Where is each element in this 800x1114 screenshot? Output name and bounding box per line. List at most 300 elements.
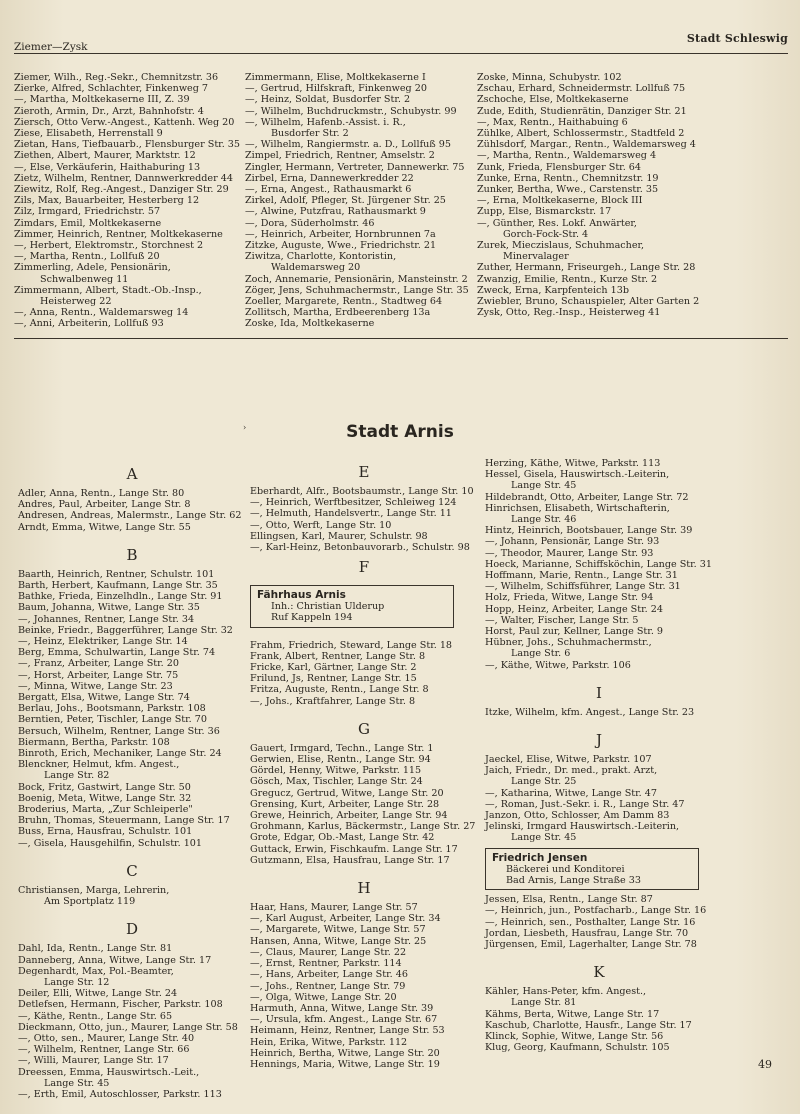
entry-line: Zollitsch, Martha, Erdbeerenberg 13a	[245, 307, 431, 319]
directory-entry	[245, 72, 469, 83]
entry-line: Zirbel, Erna, Dannewerkredder 22	[245, 172, 414, 184]
directory-entry	[18, 726, 246, 737]
entry-line: Zimdars, Emil, Moltkekaserne	[14, 217, 162, 229]
entry-line: Barth, Herbert, Kaufmann, Lange Str. 35	[18, 580, 218, 592]
entry-line: Kaschub, Charlotte, Hausfr., Lange Str. 17	[485, 1019, 692, 1031]
entry-line: Heinrich, Bertha, Witwe, Lange Str. 20	[250, 1047, 440, 1059]
directory-entry	[14, 251, 240, 262]
entry-line: Fritza, Auguste, Rentn., Lange Str. 8	[250, 684, 429, 696]
ad-faehrhaus-arnis	[250, 585, 454, 627]
entry-line: Ziese, Elisabeth, Herrenstall 9	[14, 128, 163, 140]
directory-entry	[18, 1067, 246, 1089]
directory-entry	[485, 581, 713, 592]
entry-line: —, Willi, Maurer, Lange Str. 17	[18, 1055, 169, 1067]
directory-entry	[245, 318, 469, 329]
entry-line: —, Karl August, Arbeiter, Lange Str. 34	[250, 913, 441, 925]
entry-line: —, Erna, Moltkekaserne, Block III	[477, 195, 643, 207]
letter-heading-i: I	[596, 683, 602, 702]
entry-line: Buss, Erna, Hausfrau, Schulstr. 101	[18, 826, 193, 838]
entry-line: Zschoche, Else, Moltkekaserne	[477, 94, 629, 106]
directory-entry	[250, 1048, 478, 1059]
entry-line: Zimpel, Friedrich, Rentner, Amselstr. 2	[245, 150, 435, 162]
entry-continuation: Gorch-Fock-Str. 4	[503, 228, 589, 240]
directory-entry	[18, 737, 246, 748]
directory-entry	[477, 262, 699, 273]
directory-entry	[250, 1025, 478, 1036]
entry-line: Detlefsen, Hermann, Fischer, Parkstr. 108	[18, 999, 223, 1011]
entry-line: —, Ernst, Rentner, Parkstr. 114	[250, 958, 402, 970]
directory-entry	[250, 981, 478, 992]
entry-line: Kähms, Berta, Witwe, Lange Str. 17	[485, 1008, 660, 1020]
entry-line: Gutzmann, Elsa, Hausfrau, Lange Str. 17	[250, 854, 450, 866]
directory-entry	[18, 838, 246, 849]
directory-entry	[18, 647, 246, 658]
entry-line: Kähler, Hans-Peter, kfm. Angest.,	[485, 986, 647, 998]
directory-entry	[245, 218, 469, 229]
entry-line: Jessen, Elsa, Rentn., Lange Str. 87	[485, 894, 653, 906]
directory-entry	[18, 793, 246, 804]
entry-continuation: Minervalager	[503, 251, 569, 263]
entry-line: Bathke, Frieda, Einzelhdln., Lange Str. 91	[18, 591, 223, 603]
directory-entry	[485, 525, 713, 536]
directory-entry	[485, 810, 713, 821]
entry-line: —, Johannes, Rentner, Lange Str. 34	[18, 613, 195, 625]
entry-line: —, Heinrich, Arbeiter, Hornbrunnen 7a	[245, 228, 436, 240]
entry-line: —, Wilhelm, Buchdruckmstr., Schubystr. 99	[245, 105, 457, 117]
directory-entry	[250, 821, 478, 832]
entry-line: Zietz, Wilhelm, Rentner, Dannwerkredder 44	[14, 172, 233, 184]
top-column-2	[245, 72, 469, 330]
entry-line: —, Margarete, Witwe, Lange Str. 57	[250, 924, 426, 936]
entry-line: Dahl, Ida, Rentn., Lange Str. 81	[18, 943, 173, 955]
directory-entry	[18, 591, 246, 602]
top-column-1	[14, 72, 240, 330]
directory-entry	[477, 128, 699, 139]
directory-entry	[14, 139, 240, 150]
entry-continuation: Waldemarsweg 20	[271, 262, 361, 274]
directory-entry	[18, 804, 246, 815]
directory-entry	[477, 240, 699, 262]
letter-heading-f: F	[358, 558, 370, 577]
entry-line: Jaeckel, Elise, Witwe, Parkstr. 107	[485, 754, 652, 766]
entry-continuation: Lange Str. 25	[511, 776, 577, 788]
entry-continuation: Lange Str. 81	[511, 997, 577, 1009]
directory-entry	[250, 788, 478, 799]
entry-line: Zurek, Mieczislaus, Schuhmacher,	[477, 240, 645, 252]
entry-line: Zilz, Irmgard, Friedrichstr. 57	[14, 206, 161, 218]
entry-line: Zoeller, Margarete, Rentn., Stadtweg 64	[245, 296, 443, 308]
entry-line: Grote, Edgar, Ob.-Mast, Lange Str. 42	[250, 832, 435, 844]
entry-line: —, Heinz, Soldat, Busdorfer Str. 2	[245, 94, 411, 106]
entry-line: —, Karl-Heinz, Betonbauvorarb., Schulstr. 98	[250, 542, 470, 554]
directory-entry	[250, 520, 478, 531]
directory-entry	[250, 799, 478, 810]
entry-line: Hübner, Johs., Schuhmachermstr.,	[485, 637, 652, 649]
directory-entry	[245, 162, 469, 173]
entry-line: —, Otto, sen., Maurer, Lange Str. 40	[18, 1032, 195, 1044]
directory-entry	[250, 651, 478, 662]
header-rule	[14, 53, 788, 54]
entry-line: —, Theodor, Maurer, Lange Str. 93	[485, 547, 654, 559]
entry-line: —, Käthe, Witwe, Parkstr. 106	[485, 659, 631, 671]
directory-entry	[485, 894, 713, 905]
directory-entry	[250, 902, 478, 913]
directory-entry	[18, 499, 246, 510]
entry-line: Grewe, Heinrich, Arbeiter, Lange Str. 94	[250, 810, 448, 822]
letter-heading-a: A	[126, 465, 138, 483]
entry-line: —, Walter, Fischer, Lange Str. 5	[485, 614, 639, 626]
directory-entry	[14, 72, 240, 83]
directory-entry	[245, 240, 469, 251]
directory-entry	[14, 195, 240, 206]
entry-line: —, Else, Verkäuferin, Haithaburing 13	[14, 161, 201, 173]
entry-line: —, Gisela, Hausgehilfin, Schulstr. 101	[18, 837, 203, 849]
directory-entry	[14, 162, 240, 173]
directory-entry	[245, 83, 469, 94]
entry-line: Jelinski, Irmgard Hauswirtsch.-Leiterin,	[485, 821, 680, 833]
directory-entry	[250, 1037, 478, 1048]
directory-entry	[14, 128, 240, 139]
directory-entry	[485, 615, 713, 626]
directory-entry	[14, 117, 240, 128]
directory-entry	[245, 173, 469, 184]
directory-entry	[14, 83, 240, 94]
entry-line: —, Martha, Rentn., Lollfuß 20	[14, 251, 160, 263]
entry-line: Zschau, Erhard, Schneidermstr. Lollfuß 75	[477, 83, 686, 95]
entry-line: Danneberg, Anna, Witwe, Lange Str. 17	[18, 954, 212, 966]
directory-entry	[485, 492, 713, 503]
entry-line: Zoske, Minna, Schubystr. 102	[477, 72, 622, 83]
directory-entry	[485, 548, 713, 559]
entry-line: Ziwitza, Charlotte, Kontoristin,	[245, 251, 397, 263]
letter-heading-c: C	[126, 861, 138, 880]
entry-line: Grohmann, Karlus, Bäckermstr., Lange Str. 27	[250, 821, 476, 833]
entry-line: Hildebrandt, Otto, Arbeiter, Lange Str. 72	[485, 491, 689, 503]
entry-line: Berntien, Peter, Tischler, Lange Str. 70	[18, 714, 207, 726]
directory-entry	[18, 580, 246, 591]
entry-line: —, Wilhelm, Schiffsführer, Lange Str. 31	[485, 581, 681, 593]
directory-entry	[250, 542, 478, 553]
entry-line: —, Johs., Rentner, Lange Str. 79	[250, 980, 406, 992]
entry-line: —, Anni, Arbeiterin, Lollfuß 93	[14, 318, 164, 330]
entry-line: —, Otto, Werft, Lange Str. 10	[250, 519, 392, 531]
directory-entry	[485, 707, 713, 718]
directory-entry	[250, 844, 478, 855]
directory-entry	[18, 759, 246, 781]
entry-line: —, Helmuth, Handelsvertr., Lange Str. 11	[250, 508, 452, 520]
directory-entry	[250, 684, 478, 695]
entry-line: Zude, Edith, Studienrätin, Danziger Str. 21	[477, 105, 687, 117]
entry-line: —, Dora, Süderholmstr. 46	[245, 217, 375, 229]
entry-line: Berlau, Johs., Bootsmann, Parkstr. 108	[18, 703, 206, 715]
tick-mark: ›	[243, 423, 247, 432]
directory-entry	[250, 810, 478, 821]
directory-entry	[485, 788, 713, 799]
directory-entry	[485, 1009, 713, 1020]
directory-entry	[477, 218, 699, 240]
section-rule	[14, 338, 788, 339]
page-number: 49	[758, 1058, 772, 1071]
ad-line: Bad Arnis, Lange Straße 33	[506, 874, 641, 886]
entry-line: Hansen, Anna, Witwe, Lange Str. 25	[250, 935, 427, 947]
entry-line: Zils, Max, Bauarbeiter, Hesterberg 12	[14, 195, 200, 207]
entry-line: Hessel, Gisela, Hauswirtsch.-Leiterin,	[485, 469, 670, 481]
directory-entry	[477, 106, 699, 117]
directory-entry	[18, 815, 246, 826]
directory-entry	[485, 570, 713, 581]
directory-entry	[18, 522, 246, 533]
entry-line: Zwiebler, Bruno, Schauspieler, Alter Garten 2	[477, 296, 700, 308]
arnis-column-2	[250, 458, 478, 1070]
entry-line: Hoeck, Marianne, Schiffsköchin, Lange Str. 31	[485, 558, 712, 570]
entry-continuation: Heisterweg 22	[40, 296, 112, 308]
entry-line: —, Wilhelm, Hafenb.-Assist. i. R.,	[245, 116, 406, 128]
entry-line: Adler, Anna, Rentn., Lange Str. 80	[18, 488, 185, 499]
entry-line: Eberhardt, Alfr., Bootsbaumstr., Lange Str. 10	[250, 486, 474, 497]
entry-line: —, Alwine, Putzfrau, Rathausmarkt 9	[245, 206, 426, 218]
directory-entry	[250, 531, 478, 542]
directory-entry	[250, 992, 478, 1003]
entry-line: Frank, Albert, Rentner, Lange Str. 8	[250, 650, 426, 662]
directory-entry	[245, 184, 469, 195]
directory-entry	[14, 106, 240, 117]
entry-line: Zunker, Bertha, Wwe., Carstenstr. 35	[477, 184, 659, 196]
entry-line: Biermann, Bertha, Parkstr. 108	[18, 736, 170, 748]
directory-entry	[485, 821, 713, 843]
entry-line: Gördel, Henny, Witwe, Parkstr. 115	[250, 765, 422, 777]
entry-line: —, Heinrich, Werftbesitzer, Schleiweg 124	[250, 497, 457, 509]
directory-entry	[485, 905, 713, 916]
directory-entry	[245, 229, 469, 240]
directory-entry	[485, 1031, 713, 1042]
directory-entry	[485, 799, 713, 810]
letter-heading-b: B	[126, 545, 138, 564]
entry-line: Bruhn, Thomas, Steuermann, Lange Str. 17	[18, 815, 230, 827]
letter-heading-d: D	[125, 920, 139, 939]
entry-line: Degenhardt, Max, Pol.-Beamter,	[18, 965, 174, 977]
entry-line: Zuther, Hermann, Friseurgeh., Lange Str. 28	[477, 262, 696, 274]
directory-entry	[250, 640, 478, 651]
directory-entry	[245, 195, 469, 206]
directory-entry	[485, 939, 713, 950]
entry-line: Hennings, Maria, Witwe, Lange Str. 19	[250, 1058, 440, 1070]
directory-entry	[485, 765, 713, 787]
directory-entry	[18, 1022, 246, 1033]
entry-line: —, Käthe, Rentn., Lange Str. 65	[18, 1010, 173, 1022]
directory-entry	[18, 999, 246, 1010]
arnis-column-3	[485, 458, 713, 1053]
directory-entry	[14, 206, 240, 217]
directory-entry	[250, 662, 478, 673]
directory-entry	[245, 117, 469, 139]
entry-line: —, Wilhelm, Rangiermstr. a. D., Lollfuß 95	[245, 139, 451, 151]
directory-entry	[245, 296, 469, 307]
entry-line: Arndt, Emma, Witwe, Lange Str. 55	[18, 521, 191, 533]
ad-line: Bäckerei und Konditorei	[506, 863, 625, 875]
entry-line: Zimmer, Heinrich, Rentner, Moltkekaserne	[14, 228, 223, 240]
entry-line: Gerwien, Elise, Rentn., Lange Str. 94	[250, 754, 431, 766]
directory-entry	[485, 503, 713, 525]
directory-entry	[250, 936, 478, 947]
directory-entry	[14, 318, 240, 329]
entry-line: —, Heinz, Elektriker, Lange Str. 14	[18, 636, 188, 648]
entry-line: —, Günther, Res. Lokf. Anwärter,	[477, 217, 637, 229]
directory-entry	[18, 614, 246, 625]
entry-line: Zimmerling, Adele, Pensionärin,	[14, 262, 171, 274]
directory-entry	[477, 184, 699, 195]
entry-continuation: Lange Str. 82	[44, 770, 110, 782]
entry-line: Hoffmann, Marie, Rentn., Lange Str. 31	[485, 570, 678, 582]
directory-entry	[477, 206, 699, 217]
directory-entry	[14, 240, 240, 251]
entry-line: Dreessen, Emma, Hauswirtsch.-Leit.,	[18, 1066, 200, 1078]
entry-line: —, Johs., Kraftfahrer, Lange Str. 8	[250, 695, 416, 707]
directory-entry	[485, 592, 713, 603]
directory-entry	[18, 1044, 246, 1055]
directory-entry	[477, 274, 699, 285]
directory-entry	[477, 162, 699, 173]
directory-entry	[485, 660, 713, 671]
entry-line: Zwanzig, Emilie, Rentn., Kurze Str. 2	[477, 273, 658, 285]
entry-line: Frilund, Js, Rentner, Lange Str. 15	[250, 673, 417, 685]
directory-entry	[250, 947, 478, 958]
entry-line: —, Claus, Maurer, Lange Str. 22	[250, 946, 407, 958]
directory-entry	[245, 206, 469, 217]
entry-line: —, Erth, Emil, Autoschlosser, Parkstr. 113	[18, 1088, 222, 1100]
entry-line: Zysk, Otto, Reg.-Insp., Heisterweg 41	[477, 307, 661, 319]
entry-line: Binroth, Erich, Mechaniker, Lange Str. 24	[18, 748, 222, 760]
letter-heading-e: E	[358, 463, 370, 481]
entry-line: Ziemer, Wilh., Reg.-Sekr., Chemnitzstr. 36	[14, 72, 219, 83]
directory-entry	[18, 569, 246, 580]
entry-line: Fricke, Karl, Gärtner, Lange Str. 2	[250, 662, 417, 674]
directory-entry	[245, 106, 469, 117]
entry-line: —, Roman, Just.-Sekr. i. R., Lange Str. 47	[485, 798, 685, 810]
directory-entry	[250, 776, 478, 787]
entry-line: Zierke, Alfred, Schlachter, Finkenweg 7	[14, 83, 209, 95]
entry-line: —, Wilhelm, Rentner, Lange Str. 66	[18, 1044, 190, 1056]
entry-line: Boenig, Meta, Witwe, Lange Str. 32	[18, 792, 192, 804]
entry-line: Christiansen, Marga, Lehrerin,	[18, 884, 170, 896]
directory-entry	[18, 488, 246, 499]
entry-line: Klug, Georg, Kaufmann, Schulstr. 105	[485, 1042, 670, 1054]
entry-line: —, Heinrich, jun., Postfacharb., Lange Str. 16	[485, 905, 707, 917]
directory-entry	[485, 559, 713, 570]
entry-continuation: Lange Str. 6	[511, 648, 571, 660]
directory-entry	[250, 497, 478, 508]
entry-line: Berg, Emma, Schulwartin, Lange Str. 74	[18, 647, 216, 659]
entry-line: —, Herbert, Elektromstr., Storchnest 2	[14, 240, 204, 252]
directory-entry	[14, 184, 240, 195]
directory-entry	[250, 508, 478, 519]
directory-entry	[18, 748, 246, 759]
directory-entry	[477, 150, 699, 161]
directory-entry	[14, 285, 240, 307]
entry-line: —, Olga, Witwe, Lange Str. 20	[250, 991, 397, 1003]
directory-entry	[477, 117, 699, 128]
header-town: Stadt Schleswig	[686, 32, 788, 45]
entry-line: Zieroth, Armin, Dr., Arzt, Bahnhofstr. 4	[14, 105, 204, 117]
directory-entry	[485, 626, 713, 637]
entry-line: Zietan, Hans, Tiefbauarb., Flensburger Str. 35	[14, 139, 241, 151]
entry-line: Zimmermann, Elise, Moltkekaserne I	[245, 72, 426, 83]
entry-line: Gauert, Irmgard, Techn., Lange Str. 1	[250, 742, 434, 754]
entry-continuation: Lange Str. 12	[44, 976, 110, 988]
entry-continuation: Schwalbenweg 11	[40, 273, 129, 285]
entry-line: Klinck, Sophie, Witwe, Lange Str. 56	[485, 1030, 664, 1042]
directory-entry	[477, 94, 699, 105]
entry-line: Blenckner, Helmut, kfm. Angest.,	[18, 759, 180, 771]
entry-line: —, Anna, Rentn., Waldemarsweg 14	[14, 307, 189, 319]
directory-entry	[245, 94, 469, 105]
directory-entry	[250, 832, 478, 843]
entry-line: Baarth, Heinrich, Rentner, Schulstr. 101	[18, 568, 215, 580]
directory-entry	[18, 636, 246, 647]
top-column-3	[477, 72, 699, 318]
directory-entry	[250, 754, 478, 765]
entry-line: Jürgensen, Emil, Lagerhalter, Lange Str. 78	[485, 938, 697, 950]
entry-line: Hein, Erika, Witwe, Parkstr. 112	[250, 1036, 408, 1048]
entry-line: Zühlsdorf, Margar., Rentn., Waldemarsweg 4	[477, 139, 696, 151]
entry-line: Herzing, Käthe, Witwe, Parkstr. 113	[485, 458, 661, 469]
entry-line: —, Heinrich, sen., Posthalter, Lange Str. 16	[485, 916, 696, 928]
directory-entry	[485, 604, 713, 615]
entry-continuation: Lange Str. 45	[511, 480, 577, 492]
directory-entry	[485, 754, 713, 765]
entry-continuation: Lange Str. 46	[511, 514, 577, 526]
entry-line: —, Johann, Pensionär, Lange Str. 93	[485, 536, 660, 548]
directory-entry	[250, 969, 478, 980]
directory-entry	[485, 536, 713, 547]
letter-heading-g: G	[358, 719, 370, 738]
directory-entry	[477, 285, 699, 296]
directory-entry	[477, 307, 699, 318]
directory-entry	[485, 469, 713, 491]
entry-line: Bock, Fritz, Gastwirt, Lange Str. 50	[18, 781, 191, 793]
directory-entry	[485, 986, 713, 1008]
entry-line: Holz, Frieda, Witwe, Lange Str. 94	[485, 592, 654, 604]
directory-entry	[477, 139, 699, 150]
directory-entry	[485, 1020, 713, 1031]
ad-friedrich-jensen	[485, 848, 699, 890]
directory-entry	[485, 928, 713, 939]
directory-entry	[18, 602, 246, 613]
directory-entry	[485, 458, 713, 469]
directory-entry	[250, 855, 478, 866]
directory-entry	[477, 296, 699, 307]
entry-line: Haar, Hans, Maurer, Lange Str. 57	[250, 902, 418, 914]
ad-title: Fährhaus Arnis	[257, 589, 346, 602]
directory-entry	[18, 1055, 246, 1066]
entry-line: Zunk, Frieda, Flensburger Str. 64	[477, 161, 642, 173]
entry-line: Dieckmann, Otto, jun., Maurer, Lange Str. 58	[18, 1021, 238, 1033]
directory-entry	[245, 251, 469, 273]
entry-line: —, Erna, Angest., Rathausmarkt 6	[245, 184, 412, 196]
directory-entry	[250, 765, 478, 776]
ad-title: Friedrich Jensen	[492, 851, 588, 864]
entry-line: Zirkel, Adolf, Pfleger, St. Jürgener Str. 25	[245, 195, 446, 207]
directory-entry	[250, 486, 478, 497]
entry-line: —, Gertrud, Hilfskraft, Finkenweg 20	[245, 83, 427, 95]
entry-line: —, Minna, Witwe, Lange Str. 23	[18, 680, 173, 692]
directory-entry	[250, 673, 478, 684]
arnis-column-1	[18, 460, 246, 1100]
entry-line: Hinrichsen, Elisabeth, Wirtschafterin,	[485, 502, 670, 514]
entry-line: Itzke, Wilhelm, kfm. Angest., Lange Str. 23	[485, 706, 695, 718]
directory-entry	[250, 743, 478, 754]
directory-entry	[245, 285, 469, 296]
directory-entry	[18, 681, 246, 692]
